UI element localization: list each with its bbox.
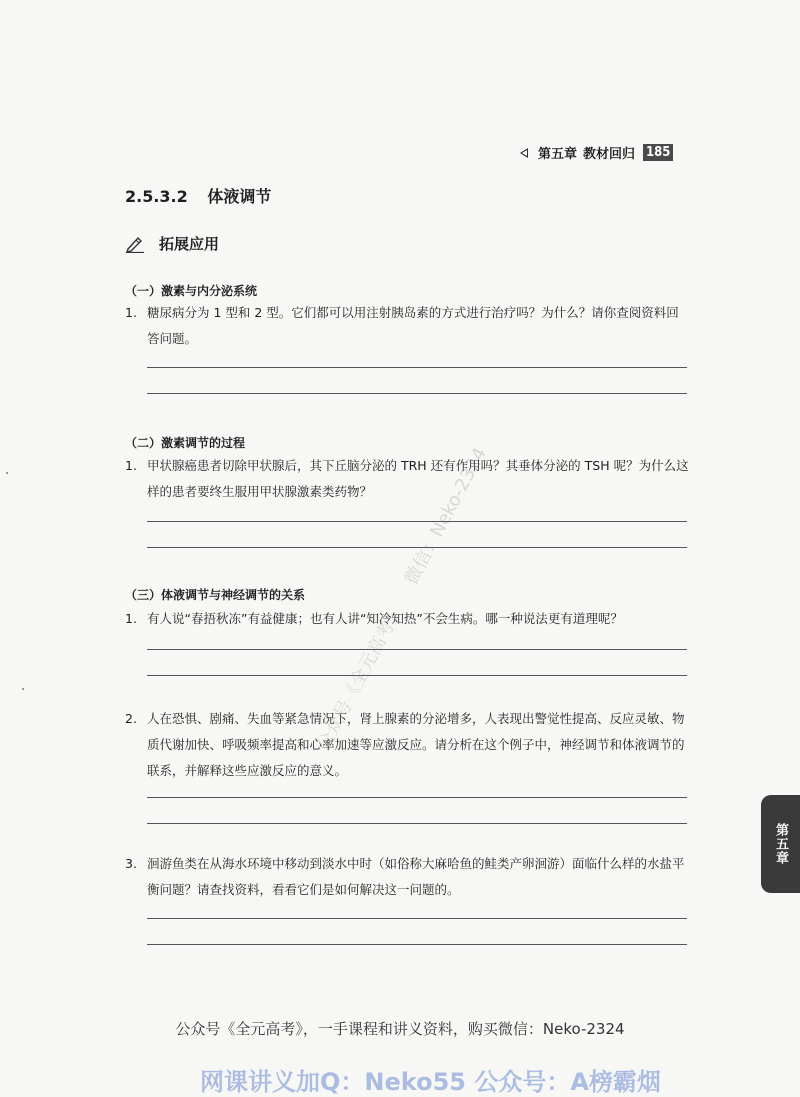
answer-line[interactable] [147, 944, 687, 945]
watermark-part1: 公众号《全元高考》 [312, 601, 408, 755]
page-number: 185 [643, 144, 673, 161]
section-name: 体液调节 [207, 187, 272, 206]
watermark-part2: 微信：Neko-2324 [401, 444, 491, 589]
group-heading-2: （二）激素调节的过程 [125, 436, 246, 450]
question-number: 1. [125, 305, 137, 320]
answer-line[interactable] [147, 675, 687, 676]
pencil-icon [125, 235, 145, 253]
question-number: 1. [125, 611, 137, 626]
header-section: 教材回归 [583, 147, 636, 162]
question-2-1 [125, 453, 690, 505]
extension-label: 拓展应用 [159, 235, 220, 253]
group-heading-3: （三）体液调节与神经调节的关系 [125, 588, 306, 602]
question-text: 有人说“春捂秋冻”有益健康；也有人讲“知冷知热”不会生病。哪一种说法更有道理呢？ [147, 611, 623, 626]
question-text: 甲状腺癌患者切除甲状腺后，其下丘脑分泌的 TRH 还有作用吗？其垂体分泌的 TSH 呢？为什么这样的患者要终生服用甲状腺激素类药物？ [147, 458, 689, 499]
answer-line[interactable] [147, 367, 687, 368]
left-arrow-icon [520, 148, 528, 158]
answer-line[interactable] [147, 823, 687, 824]
answer-line[interactable] [147, 918, 687, 919]
page-header [520, 143, 673, 162]
answer-line[interactable] [147, 521, 687, 522]
question-3-3 [125, 851, 690, 903]
group-heading-1: （一）激素与内分泌系统 [125, 284, 258, 298]
footer-note: 公众号《全元高考》，一手课程和讲义资料，购买微信：Neko-2324 [175, 1020, 625, 1038]
question-text: 糖尿病分为 1 型和 2 型。它们都可以用注射胰岛素的方式进行治疗吗？为什么？请你查阅资料回答问题。 [147, 305, 679, 346]
question-number: 2. [125, 711, 137, 726]
answer-line[interactable] [147, 797, 687, 798]
answer-line[interactable] [147, 649, 687, 650]
extension-heading [125, 233, 219, 254]
question-1-1 [125, 300, 690, 352]
question-text: 人在恐惧、剧痛、失血等紧急情况下，肾上腺素的分泌增多，人表现出警觉性提高、反应灵敏、物质代谢加快、呼吸频率提高和心率加速等应激反应。请分析在这个例子中，神经调节和体液调节的联系，并解释这些应激反应的意义。 [147, 711, 685, 778]
bottom-banner: 网课讲义加Q：Neko55 公众号：A榜霸烟 [200, 1068, 661, 1096]
scan-speck [22, 688, 24, 690]
section-number: 2.5.3.2 [125, 187, 188, 206]
answer-line[interactable] [147, 393, 687, 394]
question-3-2 [125, 706, 690, 784]
header-chapter: 第五章 [538, 147, 578, 162]
question-number: 1. [125, 458, 137, 473]
question-number: 3. [125, 856, 137, 871]
question-text: 洄游鱼类在从海水环境中移动到淡水中时（如俗称大麻哈鱼的鲑类产卵洄游）面临什么样的水盐平衡问题？请查找资料，看看它们是如何解决这一问题的。 [147, 856, 685, 897]
section-title [125, 184, 271, 207]
scan-speck [6, 472, 8, 474]
chapter-side-tab: 第五章 [761, 795, 800, 893]
